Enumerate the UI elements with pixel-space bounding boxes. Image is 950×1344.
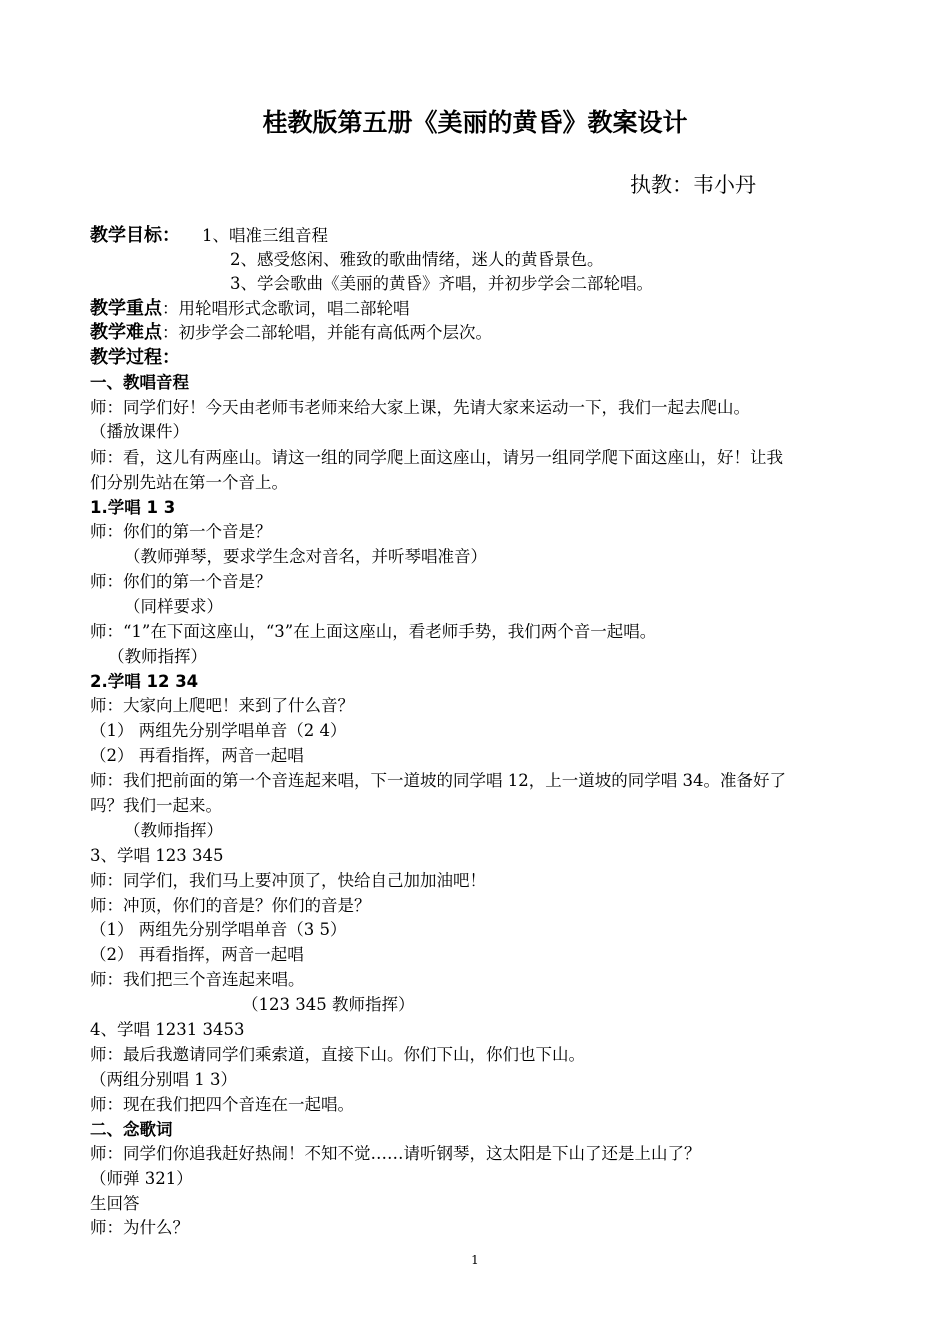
paragraph-line: （2） 再看指挥，两音一起唱: [90, 945, 304, 964]
paragraph-line: 师：同学们好！今天由老师韦老师来给大家上课，先请大家来运动一下，我们一起去爬山。: [90, 398, 750, 417]
key-points-row: [90, 297, 410, 321]
difficulty-text: ：初步学会二部轮唱，并能有高低两个层次。: [162, 323, 492, 342]
subheading-2: 2.学唱 12 34: [90, 672, 199, 691]
process-label: 教学过程：: [90, 347, 180, 368]
paragraph-line: 师：看，这儿有两座山。请这一组的同学爬上面这座山，请另一组同学爬下面这座山，好！让我: [90, 448, 783, 467]
paragraph-line: （两组分别唱 1 3）: [90, 1070, 237, 1089]
paragraph-line: 师：同学们，我们马上要冲顶了，快给自己加加油吧！: [90, 871, 486, 890]
paragraph-line: （1） 两组先分别学唱单音（2 4）: [90, 721, 347, 740]
objective-3: 3、学会歌曲《美丽的黄昏》齐唱，并初步学会二部轮唱。: [230, 274, 653, 293]
paragraph-line: 师：冲顶，你们的音是？你们的音是？: [90, 896, 371, 915]
paragraph-line: （1） 两组先分别学唱单音（3 5）: [90, 920, 347, 939]
paragraph-line: （教师弹琴，要求学生念对音名，并听琴唱准音）: [124, 547, 487, 566]
paragraph-line: 师：“1”在下面这座山，“3”在上面这座山，看老师手势，我们两个音一起唱。: [90, 622, 657, 641]
paragraph-line: 师：为什么？: [90, 1218, 189, 1237]
key-points-label: 教学重点: [90, 298, 162, 319]
difficulty-row: [90, 321, 492, 345]
subheading-1: 1.学唱 1 3: [90, 498, 176, 517]
section-heading-2: 二、念歌词: [90, 1120, 173, 1139]
paragraph-line: 师：我们把三个音连起来唱。: [90, 970, 305, 989]
objectives-row: [90, 224, 328, 248]
paragraph-line: 师：你们的第一个音是？: [90, 522, 272, 541]
paragraph-line: 吗？我们一起来。: [90, 796, 222, 815]
paragraph-line: 师：大家向上爬吧！来到了什么音？: [90, 696, 354, 715]
difficulty-label: 教学难点: [90, 322, 162, 343]
objective-2: 2、感受悠闲、雅致的歌曲情绪，迷人的黄昏景色。: [230, 250, 604, 269]
paragraph-line: （同样要求）: [124, 597, 223, 616]
paragraph-line: 师：现在我们把四个音连在一起唱。: [90, 1095, 354, 1114]
paragraph-line: 师：我们把前面的第一个音连起来唱，下一道坡的同学唱 12，上一道坡的同学唱 34。准备好了: [90, 771, 786, 790]
paragraph-line: 师：你们的第一个音是？: [90, 572, 272, 591]
paragraph-line: 们分别先站在第一个音上。: [90, 473, 288, 492]
paragraph-line: （2） 再看指挥，两音一起唱: [90, 746, 304, 765]
paragraph-line: （师弹 321）: [90, 1169, 193, 1188]
paragraph-line: （教师指挥）: [108, 647, 207, 666]
paragraph-line: 师：最后我邀请同学们乘索道，直接下山。你们下山，你们也下山。: [90, 1045, 585, 1064]
subheading-4: 4、学唱 1231 3453: [90, 1020, 245, 1039]
paragraph-line: （播放课件）: [90, 422, 189, 441]
document-title: 桂教版第五册《美丽的黄昏》教案设计: [262, 108, 688, 137]
paragraph-line: 师：同学们你追我赶好热闹！不知不觉……请听钢琴，这太阳是下山了还是上山了？: [90, 1144, 701, 1163]
section-heading-1: 一、教唱音程: [90, 373, 189, 392]
objective-1: 1、唱准三组音程: [202, 226, 328, 245]
author-line: 执教：韦小丹: [630, 173, 756, 197]
page-number: 1: [471, 1253, 479, 1267]
paragraph-line: （教师指挥）: [124, 821, 223, 840]
key-points-text: ：用轮唱形式念歌词，唱二部轮唱: [162, 299, 410, 318]
subheading-3: 3、学唱 123 345: [90, 846, 224, 865]
paragraph-line: （123 345 教师指挥）: [242, 995, 415, 1014]
paragraph-line: 生回答: [90, 1194, 140, 1213]
objectives-label: 教学目标：: [90, 225, 180, 246]
